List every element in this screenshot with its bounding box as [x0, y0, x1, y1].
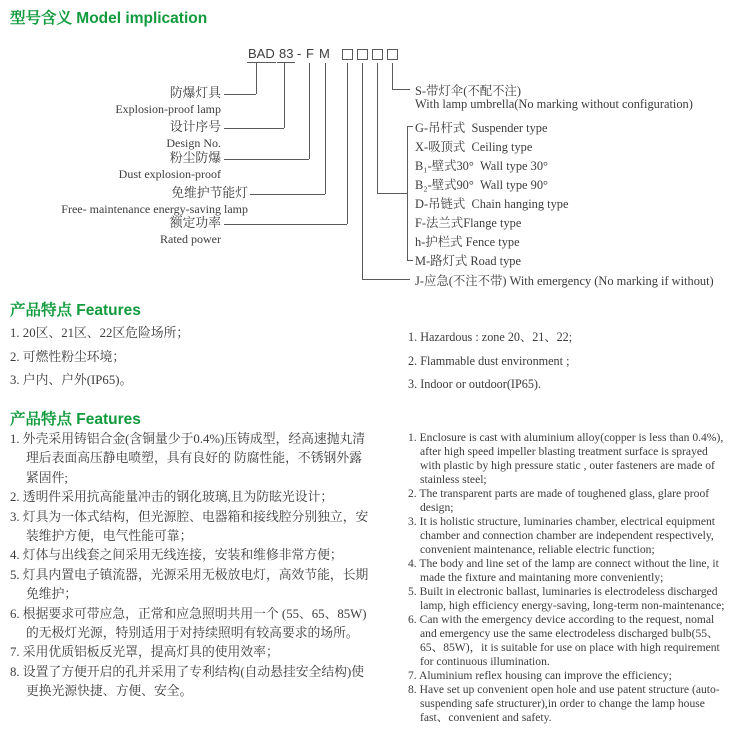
underline: [277, 62, 295, 63]
label-en: Rated power: [160, 231, 221, 246]
list-item: 7. 采用优质铝板反光罩，提高灯具的使用效率；: [10, 645, 279, 660]
underline: [247, 62, 276, 63]
type-code-label-flange: F-法兰式Flange type: [415, 216, 522, 230]
label-cn: 设计序号: [169, 120, 221, 134]
connector-line: [377, 63, 378, 193]
list-item: 3. Indoor or outdoor(IP65).: [408, 377, 542, 392]
type-code-label-umbrella: S-带灯伞(不配不注): [415, 84, 522, 98]
model-design-no: 83: [279, 46, 294, 61]
page-title: 型号含义 Model implication: [10, 10, 208, 27]
list-item: 8. Have set up convenient open hole and use patent structure (auto-suspending safe structurer),in order to change the lamp house fast、convenient and safety.: [408, 683, 720, 724]
model-digit-box: [342, 49, 353, 60]
list-item: 2. 透明件采用抗高能量冲击的钢化玻璃,且为防眩光设计；: [10, 490, 334, 505]
features2-list-en: [408, 431, 730, 725]
list-item: 2. Flammable dust environment ;: [408, 353, 570, 368]
model-dust-code: F: [306, 46, 314, 61]
connector-line: [392, 63, 393, 89]
features1-list-cn: [10, 322, 189, 393]
model-field-label-dust-explosion-proof: [119, 151, 221, 182]
list-item: 3. 户内、户外(IP65)。: [10, 373, 133, 388]
model-field-label-explosion-proof: [115, 86, 221, 117]
list-item: 5. Built in electronic ballast, luminaries is electrodeless discharged lamp, high efficiency energy-saving, long-term non-maintenance;: [408, 585, 725, 612]
list-item: 7. Aluminium reflex housing can improve the efficiency;: [408, 669, 672, 682]
type-code-label-ceiling: X-吸顶式 Ceiling type: [415, 140, 533, 154]
connector-line: [325, 63, 326, 194]
model-digit-box: [357, 49, 368, 60]
label-en: Dust explosion-proof: [118, 166, 221, 181]
list-item: 4. 灯体与出线套之间采用无线连接，安装和维修非常方便；: [10, 548, 343, 563]
type-code-label-suspender: G-吊杆式 Suspender type: [415, 121, 548, 135]
connector-line: [224, 128, 284, 129]
label-cn: 额定功率: [169, 216, 221, 230]
list-item: 5. 灯具内置电子镇流器，光源采用无极放电灯，高效节能，长期免维护；: [10, 567, 369, 602]
connector-line: [224, 159, 309, 160]
model-digit-box: [387, 49, 398, 60]
label-en: Design No.: [166, 135, 221, 150]
bracket-line: [407, 126, 408, 260]
features2-list-cn: [10, 430, 372, 702]
features1-list-en: [408, 326, 572, 397]
bracket-line: [407, 126, 413, 127]
list-item: 3. 灯具为一体式结构，但光源腔、电器箱和接线腔分别独立，安装维护方便，电气性能可靠；: [10, 509, 369, 544]
list-item: 1. 20区、21区、22区危险场所；: [10, 326, 190, 340]
connector-line: [309, 63, 310, 159]
section-title-features-2: 产品特点 Features: [10, 411, 141, 428]
connector-line: [392, 89, 410, 90]
type-code-label-wall-30: B₁-壁式30° Wall type 30°: [415, 159, 548, 173]
model-maintenance-code: M: [319, 46, 330, 61]
list-item: 6. 根据要求可带应急，正常和应急照明共用一个 (55、65、85W)的无极灯光源，特别适用于对持续照明有较高要求的场所。: [10, 606, 367, 641]
list-item: 4. The body and line set of the lamp are connect without the line, it made the fixture and maintaning more conveniently;: [408, 557, 719, 584]
list-item: 8. 设置了方便开启的孔并采用了专利结构(自动悬挂安全结构)使更换光源快捷、方便、安全。: [10, 664, 365, 699]
type-code-label-road: M-路灯式 Road type: [415, 254, 521, 268]
list-item: 2. The transparent parts are made of toughened glass, glare proof design;: [408, 487, 710, 514]
list-item: 3. It is holistic structure, luminaries chamber, electrical equipment chamber and connection chamber are independent respectively, convenient maintenance, reliable electric function;: [408, 515, 715, 556]
model-digit-box: [372, 49, 383, 60]
model-prefix: BAD: [248, 46, 275, 61]
label-en: Free- maintenance energy-saving lamp: [61, 201, 248, 216]
type-code-label-wall-90: B₂-壁式90° Wall type 90°: [415, 178, 548, 192]
list-item: 1. Enclosure is cast with aluminium alloy(copper is less than 0.4%), after high speed impeller blasting treatment surface is sprayed with plastic by high pressure static , outer fasteners are made of stainless steel;: [408, 431, 724, 486]
type-code-label-umbrella-en: With lamp umbrella(No marking without configuration): [415, 97, 693, 111]
connector-line: [224, 224, 347, 225]
connector-line: [224, 94, 256, 95]
model-field-label-rated-power: [160, 216, 221, 247]
connector-line: [250, 194, 325, 195]
type-code-label-chain: D-吊链式 Chain hanging type: [415, 197, 569, 211]
label-cn: 粉尘防爆: [169, 151, 221, 165]
connector-line: [377, 193, 407, 194]
list-item: 1. 外壳采用铸铝合金(含铜量少于0.4%)压铸成型，经高速抛丸清理后表面高压静电喷塑，具有良好的 防腐性能，不锈钢外露紧固件;: [10, 432, 366, 485]
type-code-label-emergency: J-应急(不注不带) With emergency (No marking if without): [415, 274, 714, 288]
label-cn: 防爆灯具: [169, 86, 221, 100]
list-item: 2. 可燃性粉尘环境；: [10, 349, 126, 364]
connector-line: [284, 63, 285, 128]
list-item: 6. Can with the emergency device according to the request, nomal and emergency use the same electrodeless discharged bulb(55、65、85W)，it is suitable for use on place with high requirement for continuous illumination.: [408, 613, 720, 668]
label-cn: 免维护节能灯: [171, 186, 248, 200]
section-title-features-1: 产品特点 Features: [10, 302, 141, 319]
model-field-label-free-maintenance: [61, 186, 248, 217]
connector-line: [362, 63, 363, 279]
connector-line: [362, 279, 410, 280]
list-item: 1. Hazardous : zone 20、21、22;: [408, 330, 573, 344]
model-dash: -: [297, 46, 302, 61]
model-field-label-design-no: [166, 120, 221, 151]
bracket-line: [407, 260, 413, 261]
connector-line: [347, 63, 348, 224]
type-code-label-fence: h-护栏式 Fence type: [415, 235, 520, 249]
connector-line: [256, 63, 257, 94]
label-en: Explosion-proof lamp: [115, 101, 221, 116]
